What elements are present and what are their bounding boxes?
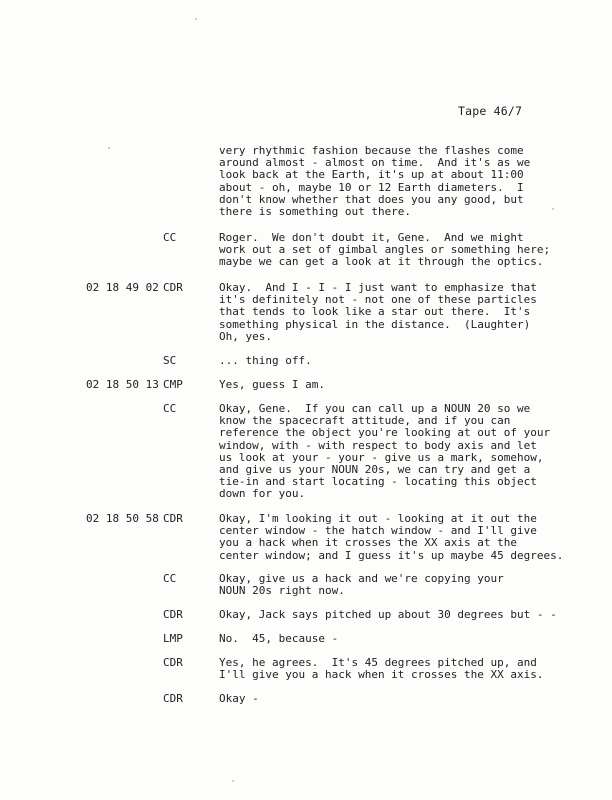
- scan-speck: [108, 147, 110, 149]
- speaker: CDR: [163, 281, 183, 294]
- speaker: CDR: [163, 656, 183, 669]
- timestamp: 02 18 50 58: [86, 512, 159, 525]
- speaker: SC: [163, 354, 177, 367]
- timestamp: 02 18 49 02: [86, 281, 159, 294]
- dialogue-text: Okay, Gene. If you can call up a NOUN 20 so we know the spacecraft attitude, and if you can reference the object you're looking at out of your window, with - with respect to body axis and let us look at your - your - give us a mark, somehow, and give us your NOUN 20s, we can try and get a tie-in and start locating - locating this object down for you.: [219, 402, 551, 501]
- speaker: LMP: [163, 632, 183, 645]
- dialogue-text: Okay -: [219, 692, 259, 705]
- speaker: CDR: [163, 692, 183, 705]
- dialogue-text: Yes, guess I am.: [219, 378, 325, 391]
- dialogue-text: No. 45, because -: [219, 632, 339, 645]
- speaker: CC: [163, 572, 177, 585]
- dialogue-text: Okay. And I - I - I just want to emphasize that it's definitely not - not one of these particles that tends to look like a star out there. It's something physical in the distance. (Laughter) Oh, yes.: [219, 281, 537, 343]
- dialogue-text: Okay, give us a hack and we're copying your NOUN 20s right now.: [219, 572, 504, 598]
- speaker: CC: [163, 231, 177, 244]
- speaker: CDR: [163, 608, 183, 621]
- speaker: CDR: [163, 512, 183, 525]
- scan-speck: [195, 18, 197, 20]
- timestamp: 02 18 50 13: [86, 378, 159, 391]
- dialogue-text: ... thing off.: [219, 354, 312, 367]
- speaker: CMP: [163, 378, 183, 391]
- tape-number: Tape 46/7: [458, 104, 523, 118]
- dialogue-text: Yes, he agrees. It's 45 degrees pitched up, and I'll give you a hack when it crosses the XX axis.: [219, 656, 544, 682]
- scan-speck: [552, 208, 554, 210]
- speaker: CC: [163, 402, 177, 415]
- dialogue-text: Okay, I'm looking it out - looking at it out the center window - the hatch window - and I'll give you a hack when it crosses the XX axis at the center window; and I guess it's up maybe 45 degrees.: [219, 512, 564, 562]
- dialogue-text: very rhythmic fashion because the flashes come around almost - almost on time. And it's as we look back at the Earth, it's up at about 11:00 about - oh, maybe 10 or 12 Earth diameters. I don't know whether that does you any good, but there is something out there.: [219, 144, 531, 219]
- dialogue-text: Roger. We don't doubt it, Gene. And we might work out a set of gimbal angles or something here; maybe we can get a look at it through the optics.: [219, 231, 551, 269]
- scan-speck: [232, 780, 234, 782]
- dialogue-text: Okay, Jack says pitched up about 30 degrees but - -: [219, 608, 557, 621]
